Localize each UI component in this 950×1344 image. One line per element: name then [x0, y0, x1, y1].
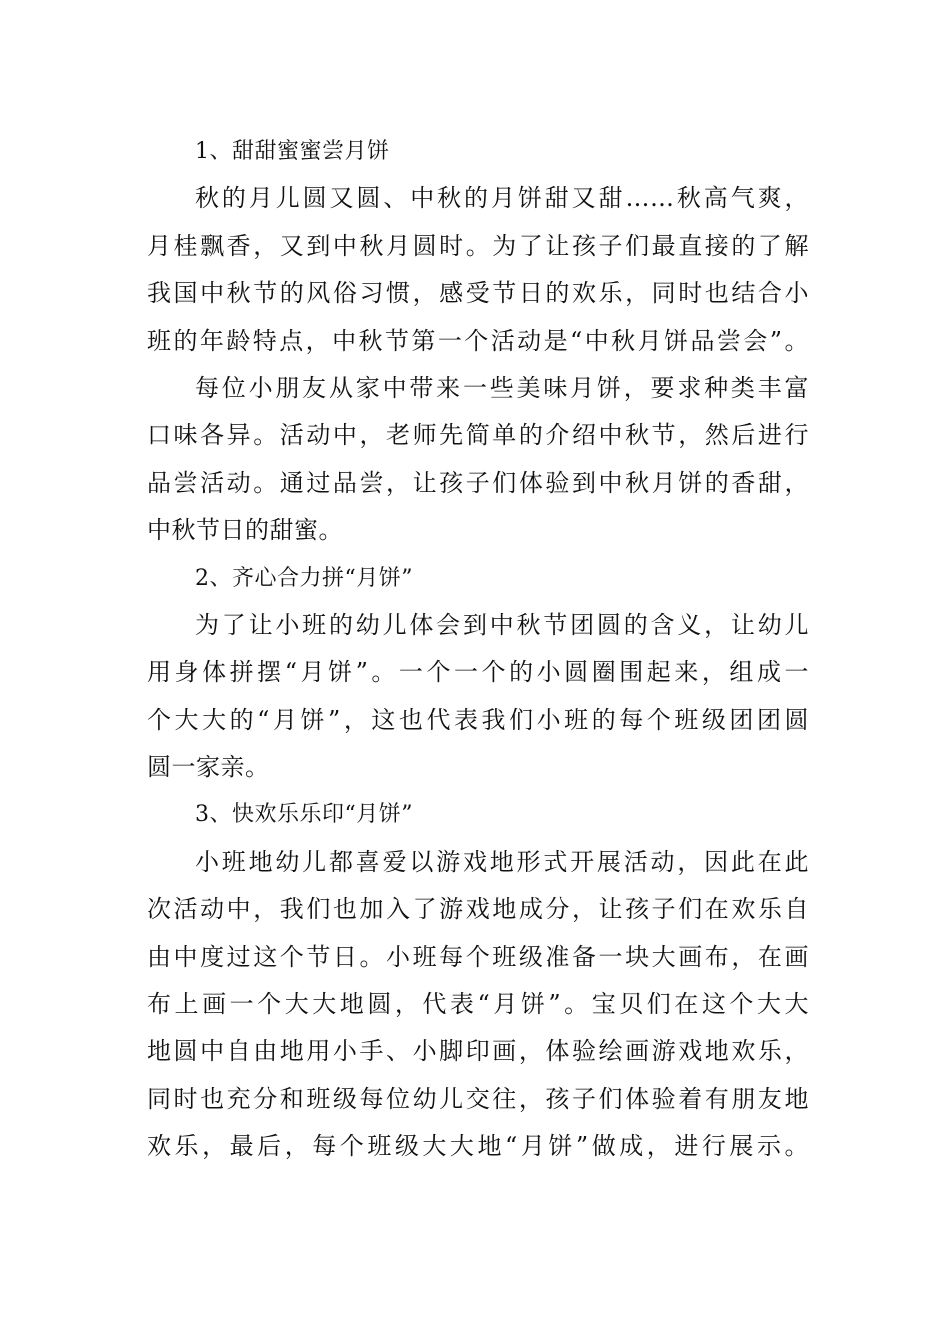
paragraph-line: 为了让小班的幼儿体会到中秋节团圆的含义，让幼儿: [195, 610, 809, 639]
paragraph-line: 圆一家亲。: [147, 753, 270, 782]
paragraph-line: 品尝活动。通过品尝，让孩子们体验到中秋月饼的香甜，: [147, 468, 809, 497]
paragraph-line: 个大大的“月饼”，这也代表我们小班的每个班级团团圆: [147, 705, 809, 734]
document-body: [147, 128, 809, 1171]
paragraph-line: 次活动中，我们也加入了游戏地成分，让孩子们在欢乐自: [147, 895, 809, 924]
paragraph-line: 班的年龄特点，中秋节第一个活动是“中秋月饼品尝会”。: [147, 326, 809, 355]
paragraph-line: 秋的月儿圆又圆、中秋的月饼甜又甜……秋高气爽，: [195, 184, 809, 213]
paragraph-line: 月桂飘香，又到中秋月圆时。为了让孩子们最直接的了解: [147, 231, 809, 260]
paragraph-line: 布上画一个大大地圆，代表“月饼”。宝贝们在这个大大: [147, 990, 809, 1019]
section-heading-1: 1、甜甜蜜蜜尝月饼: [195, 139, 390, 164]
section-heading-2: 2、齐心合力拼“月饼”: [195, 565, 413, 591]
paragraph-line: 小班地幼儿都喜爱以游戏地形式开展活动，因此在此: [195, 847, 809, 876]
paragraph-line: 欢乐，最后，每个班级大大地“月饼”做成，进行展示。: [147, 1132, 809, 1161]
paragraph-3-1: [147, 839, 809, 1171]
paragraph-line: 每位小朋友从家中带来一些美味月饼，要求种类丰富: [195, 373, 809, 402]
paragraph-1-1: [147, 175, 809, 365]
section-heading-3: 3、快欢乐乐印“月饼”: [195, 802, 413, 828]
paragraph-line: 用身体拼摆“月饼”。一个一个的小圆圈围起来，组成一: [147, 658, 809, 687]
paragraph-line: 地圆中自由地用小手、小脚印画，体验绘画游戏地欢乐，: [147, 1037, 809, 1066]
paragraph-line: 我国中秋节的风俗习惯，感受节日的欢乐，同时也结合小: [147, 279, 809, 308]
paragraph-2-1: [147, 602, 809, 792]
paragraph-line: 口味各异。活动中，老师先简单的介绍中秋节，然后进行: [147, 421, 809, 450]
paragraph-1-2: [147, 365, 809, 555]
paragraph-line: 同时也充分和班级每位幼儿交往，孩子们体验着有朋友地: [147, 1084, 809, 1113]
paragraph-line: 中秋节日的甜蜜。: [147, 516, 343, 545]
paragraph-line: 由中度过这个节日。小班每个班级准备一块大画布，在画: [147, 942, 809, 971]
